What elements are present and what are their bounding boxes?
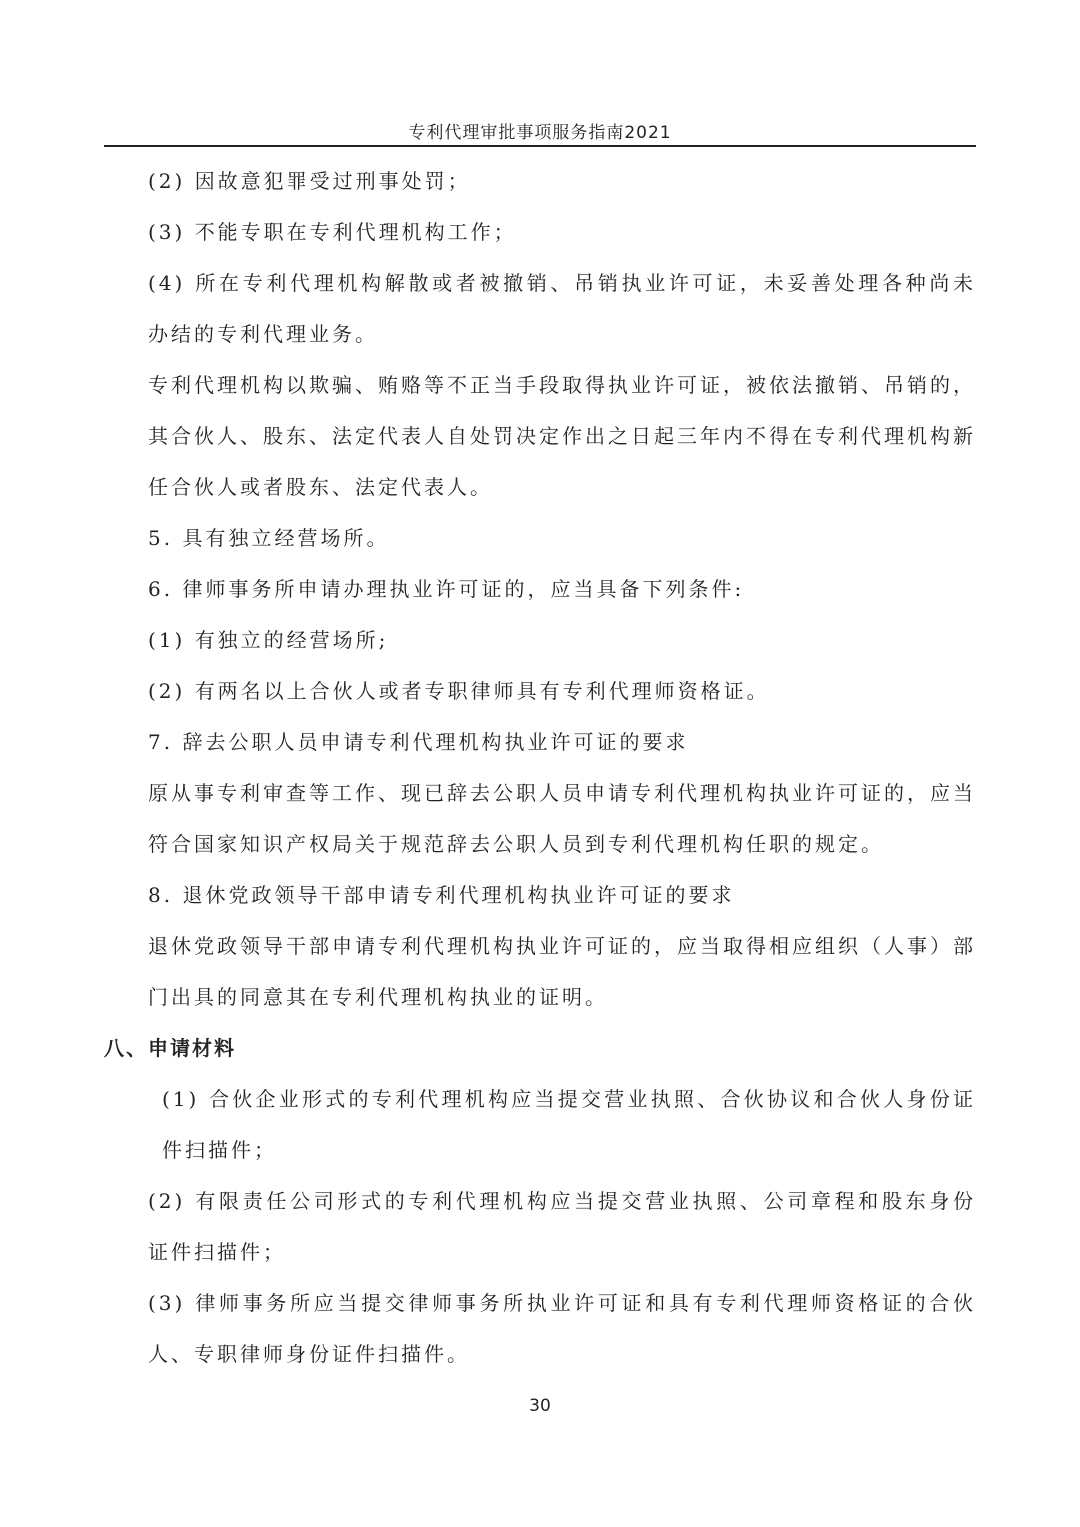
section-heading: 八、申请材料	[104, 1036, 236, 1060]
paragraph: 8. 退休党政领导干部申请专利代理机构执业许可证的要求	[148, 883, 735, 907]
list-item: (3) 律师事务所应当提交律师事务所执业许可证和具有专利代理师资格证的合伙人、专职律师身份证件扫描件。	[148, 1291, 976, 1366]
paragraph: 专利代理机构以欺骗、贿赂等不正当手段取得执业许可证，被依法撤销、吊销的，其合伙人、股东、法定代表人自处罚决定作出之日起三年内不得在专利代理机构新任合伙人或者股东、法定代表人。	[148, 373, 976, 499]
document-body	[104, 156, 976, 1380]
running-header: 专利代理审批事项服务指南2021	[408, 123, 672, 143]
paragraph: (3) 不能专职在专利代理机构工作；	[148, 220, 517, 244]
paragraph: 6. 律师事务所申请办理执业许可证的，应当具备下列条件:	[148, 577, 745, 601]
paragraph: 5. 具有独立经营场所。	[148, 526, 390, 550]
list-item: (2) 有限责任公司形式的专利代理机构应当提交营业执照、公司章程和股东身份证件扫描件；	[148, 1189, 976, 1264]
page-number: 30	[529, 1396, 551, 1416]
header-rule	[104, 145, 976, 147]
paragraph: (2) 有两名以上合伙人或者专职律师具有专利代理师资格证。	[148, 679, 770, 703]
paragraph: 7. 辞去公职人员申请专利代理机构执业许可证的要求	[148, 730, 689, 754]
paragraph: 退休党政领导干部申请专利代理机构执业许可证的，应当取得相应组织（人事）部门出具的同意其在专利代理机构执业的证明。	[148, 934, 976, 1009]
list-item: (1) 合伙企业形式的专利代理机构应当提交营业执照、合伙协议和合伙人身份证件扫描件；	[162, 1087, 976, 1162]
paragraph: (1) 有独立的经营场所;	[148, 628, 389, 652]
paragraph: (2) 因故意犯罪受过刑事处罚；	[148, 169, 471, 193]
paragraph: 原从事专利审查等工作、现已辞去公职人员申请专利代理机构执业许可证的，应当符合国家知识产权局关于规范辞去公职人员到专利代理机构任职的规定。	[148, 781, 976, 856]
paragraph: (4) 所在专利代理机构解散或者被撤销、吊销执业许可证，未妥善处理各种尚未办结的专利代理业务。	[148, 271, 976, 346]
